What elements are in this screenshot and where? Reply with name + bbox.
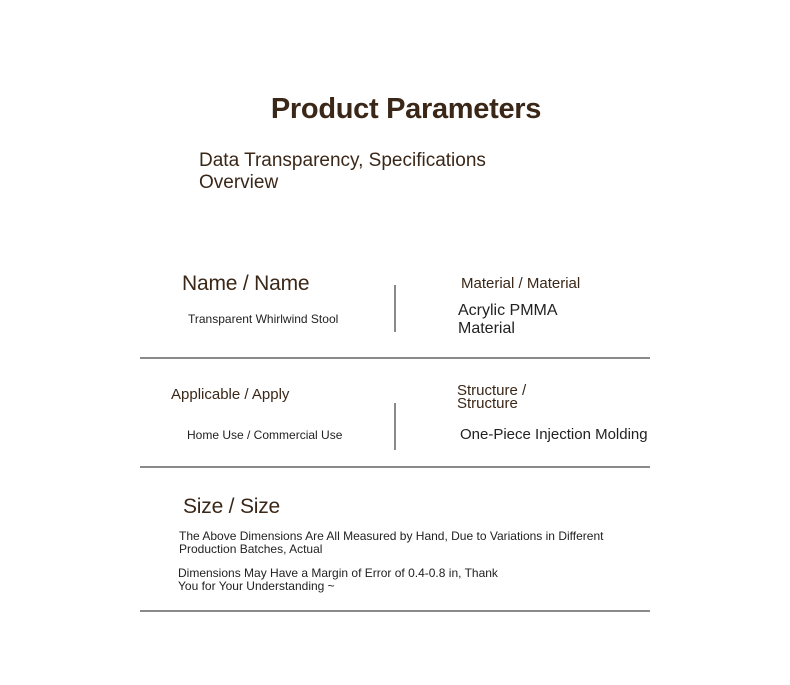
page-subtitle: Data Transparency, Specifications Overview bbox=[199, 150, 486, 193]
row-2-divider bbox=[140, 466, 650, 468]
structure-label: Structure / Structure bbox=[457, 382, 527, 412]
row-2-vertical-divider bbox=[394, 403, 396, 450]
name-value: Transparent Whirlwind Stool bbox=[188, 312, 339, 326]
size-note-line-1: The Above Dimensions Are All Measured by Hand, Due to Variations in Different Production Batches, Actual bbox=[179, 529, 604, 556]
applicable-value: Home Use / Commercial Use bbox=[187, 428, 343, 442]
size-divider bbox=[140, 610, 650, 612]
size-note-line-2: Dimensions May Have a Margin of Error of 0.4-0.8 in, Thank You for Your Understanding ~ bbox=[178, 566, 498, 593]
structure-value: One-Piece Injection Molding bbox=[460, 426, 648, 443]
row-1-vertical-divider bbox=[394, 285, 396, 332]
size-label: Size / Size bbox=[183, 495, 281, 518]
material-label: Material / Material bbox=[461, 275, 581, 292]
material-value: Acrylic PMMA Material bbox=[458, 302, 557, 337]
name-label: Name / Name bbox=[182, 272, 310, 295]
row-1-divider bbox=[140, 357, 650, 359]
page-title: Product Parameters bbox=[270, 93, 542, 125]
applicable-label: Applicable / Apply bbox=[171, 386, 290, 403]
